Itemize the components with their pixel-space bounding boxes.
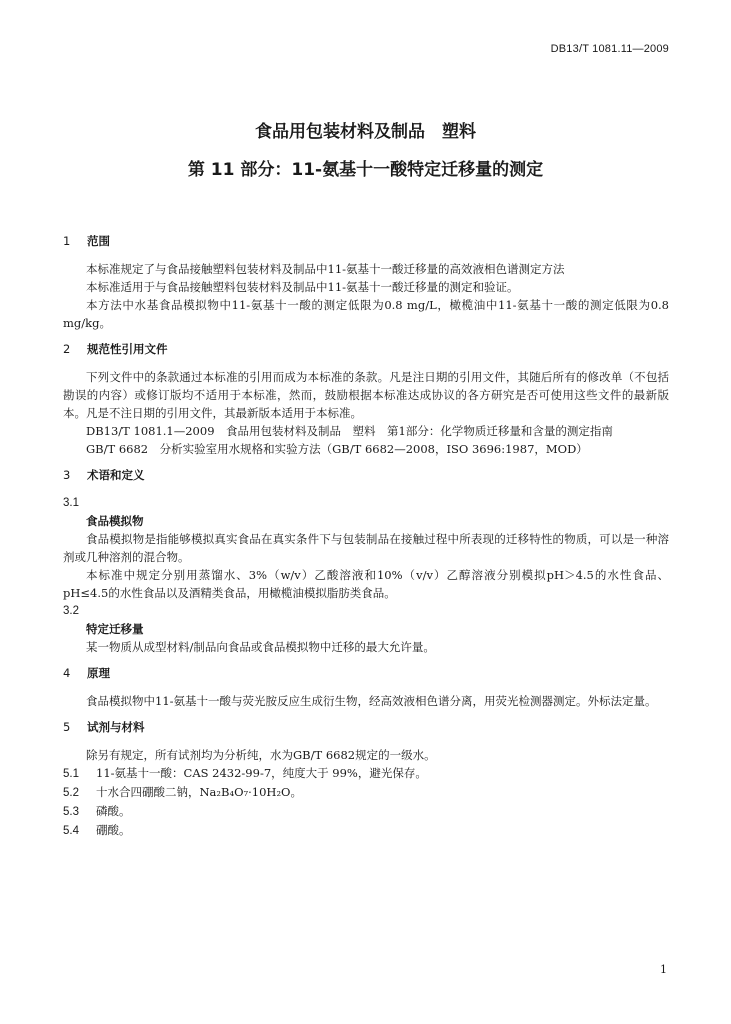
paragraph: 除另有规定，所有试剂均为分析纯，水为GB/T 6682规定的一级水。 <box>86 748 436 762</box>
section-2-heading <box>63 340 669 358</box>
paragraph: 本标准适用于与食品接触塑料包装材料及制品中11-氨基十一酸迁移量的测定和验证。 <box>86 280 519 294</box>
term-number: 3.2 <box>63 605 79 617</box>
reference-item: GB/T 6682 分析实验室用水规格和实验方法（GB/T 6682—2008，ISO 3696:1987，MOD） <box>86 442 588 456</box>
section-5-heading <box>63 718 669 736</box>
section-title: 规范性引用文件 <box>87 342 168 356</box>
item-text: 十水合四硼酸二钠，Na₂B₄O₇·10H₂O。 <box>96 785 302 799</box>
paragraph: 本标准中规定分别用蒸馏水、3%（w/v）乙酸溶液和10%（v/v）乙醇溶液分别模拟pH＞4.5的水性食品、pH≤4.5的水性食品以及酒精类食品，用橄榄油模拟脂肪类食品。 <box>63 568 669 600</box>
page-number: 1 <box>660 963 667 976</box>
document-body <box>63 232 669 840</box>
section-number: 2 <box>63 342 71 356</box>
item-number: 5.3 <box>63 806 79 818</box>
paragraph: 下列文件中的条款通过本标准的引用而成为本标准的条款。凡是注日期的引用文件，其随后所有的修改单（不包括勘误的内容）或修订版均不适用于本标准，然而，鼓励根据本标准达成协议的各方研究是否可使用这些文件的最新版本。凡是不注日期的引用文件，其最新版本适用于本标准。 <box>63 370 669 420</box>
section-title: 原理 <box>87 666 110 680</box>
paragraph: 本标准规定了与食品接触塑料包装材料及制品中11-氨基十一酸迁移量的高效液相色谱测定方法 <box>86 262 565 276</box>
paragraph: 食品模拟物是指能够模拟真实食品在真实条件下与包装制品在接触过程中所表现的迁移特性的物质，可以是一种溶剂或几种溶剂的混合物。 <box>63 532 669 564</box>
item-number: 5.2 <box>63 787 79 799</box>
reagent-item <box>63 821 669 840</box>
section-number: 5 <box>63 720 71 734</box>
section-title: 试剂与材料 <box>87 720 145 734</box>
item-number: 5.1 <box>63 768 79 780</box>
item-number: 5.4 <box>63 825 79 837</box>
item-text: 硼酸。 <box>96 823 131 837</box>
document-title-line2: 第 11 部分：11-氨基十一酸特定迁移量的测定 <box>187 160 544 180</box>
term-name: 食品模拟物 <box>86 514 144 528</box>
reagent-item <box>63 783 669 802</box>
section-title: 术语和定义 <box>87 468 145 482</box>
section-title: 范围 <box>87 234 110 248</box>
term-name: 特定迁移量 <box>86 622 144 636</box>
section-number: 4 <box>63 666 71 680</box>
paragraph: 本方法中水基食品模拟物中11-氨基十一酸的测定低限为0.8 mg/L，橄榄油中11-氨基十一酸的测定低限为0.8 mg/kg。 <box>63 298 669 330</box>
section-number: 3 <box>63 468 71 482</box>
reference-item: DB13/T 1081.1—2009 食品用包装材料及制品 塑料 第1部分：化学物质迁移量和含量的测定指南 <box>86 424 613 438</box>
document-title-line1: 食品用包装材料及制品 塑料 <box>255 122 476 142</box>
paragraph: 食品模拟物中11-氨基十一酸与荧光胺反应生成衍生物，经高效液相色谱分离，用荧光检测器测定。外标法定量。 <box>86 694 657 708</box>
reagent-item <box>63 802 669 821</box>
paragraph: 某一物质从成型材料/制品向食品或食品模拟物中迁移的最大允许量。 <box>86 640 435 654</box>
section-1-heading <box>63 232 669 250</box>
section-number: 1 <box>63 234 71 248</box>
term-number: 3.1 <box>63 497 79 509</box>
section-3-heading <box>63 466 669 484</box>
item-text: 磷酸。 <box>96 804 131 818</box>
reagent-item <box>63 764 669 783</box>
section-4-heading <box>63 664 669 682</box>
item-text: 11-氨基十一酸：CAS 2432-99-7，纯度大于 99%，避光保存。 <box>96 766 427 780</box>
standard-code: DB13/T 1081.11—2009 <box>550 43 669 55</box>
